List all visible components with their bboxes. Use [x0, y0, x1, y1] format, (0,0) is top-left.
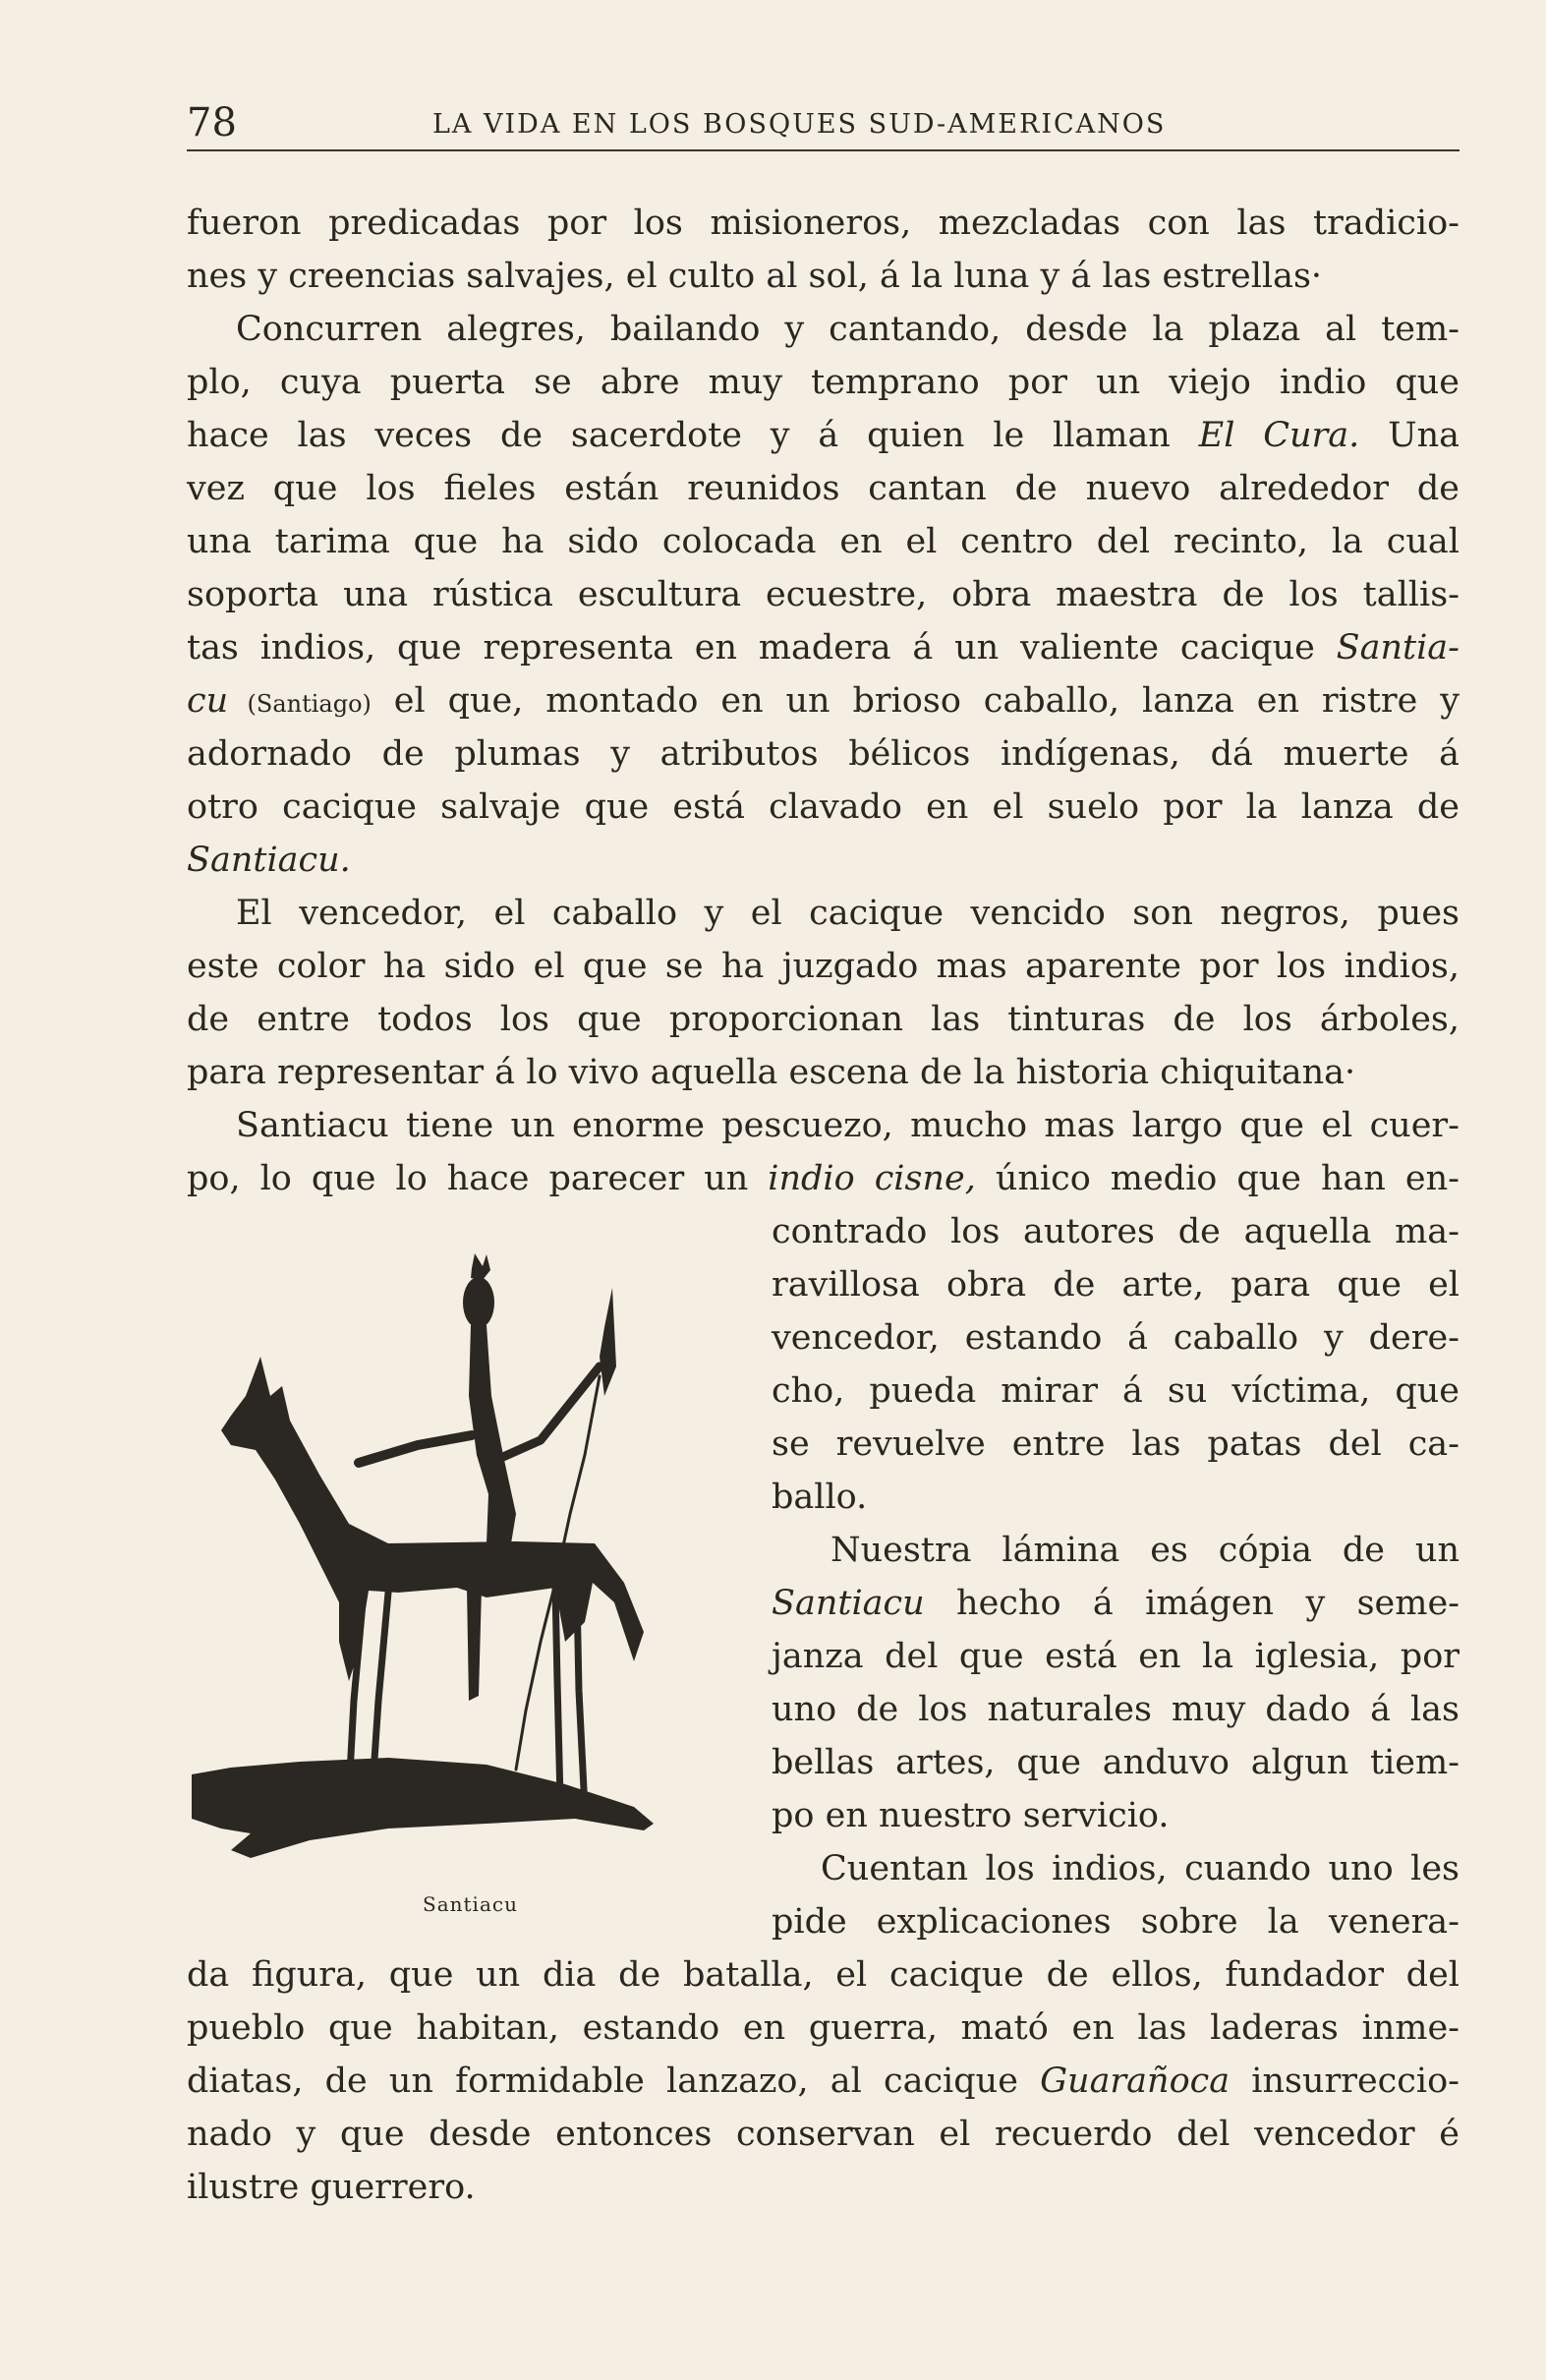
- text-run-small: (Santiago): [228, 690, 372, 718]
- text-line: [187, 356, 1460, 409]
- text-line: [236, 303, 1460, 356]
- text-run: po en nuestro servicio.: [772, 1796, 1170, 1835]
- text-line: [772, 1630, 1460, 1683]
- text-line: [187, 993, 1460, 1046]
- text-run: Santiacu tiene un enorme pescuezo, mucho mas largo que el cuer-: [236, 1106, 1460, 1145]
- text-line: [187, 1152, 1460, 1205]
- text-run: El vencedor, el caballo y el cacique vencido son negros, pues: [236, 894, 1460, 933]
- text-line: [187, 2002, 1460, 2055]
- header-rule: [187, 149, 1460, 151]
- text-line: [187, 834, 1460, 887]
- text-run-italic: El Cura.: [1198, 416, 1360, 455]
- text-run: ravillosa obra de arte, para que el: [772, 1265, 1460, 1305]
- santiacu-illustration: [192, 1248, 722, 1897]
- text-run: diatas, de un formidable lanzazo, al cacique: [187, 2061, 1041, 2101]
- running-head: LA VIDA EN LOS BOSQUES SUD-AMERICANOS: [432, 109, 1167, 140]
- text-line: [772, 1736, 1460, 1789]
- text-line: [772, 1895, 1460, 1948]
- text-line: [187, 727, 1460, 781]
- text-line: [772, 1311, 1460, 1364]
- text-line: [821, 1842, 1460, 1895]
- text-run: bellas artes, que anduvo algun tiem-: [772, 1743, 1460, 1782]
- text-run: pueblo que habitan, estando en guerra, mató en las laderas inme-: [187, 2008, 1460, 2048]
- text-run: plo, cuya puerta se abre muy temprano por un viejo indio que: [187, 363, 1460, 402]
- text-line: [772, 1789, 1460, 1842]
- text-run: ilustre guerrero.: [187, 2168, 476, 2207]
- text-line: [187, 250, 1460, 303]
- text-line: [772, 1577, 1460, 1630]
- text-run: da figura, que un dia de batalla, el cacique de ellos, fundador del: [187, 1955, 1460, 1995]
- text-run-italic: Santia-: [1336, 628, 1460, 668]
- page-header: [187, 98, 1460, 147]
- text-run: po, lo que lo hace parecer un: [187, 1159, 769, 1198]
- text-run: janza del que está en la iglesia, por: [772, 1637, 1460, 1676]
- text-run: se revuelve entre las patas del ca-: [772, 1424, 1460, 1464]
- text-run: Una: [1359, 416, 1460, 455]
- text-run: Nuestra lámina es cópia de un: [830, 1531, 1460, 1570]
- text-run-italic: Santiacu.: [187, 841, 351, 880]
- text-line: [236, 1099, 1460, 1152]
- text-run-italic: Santiacu: [772, 1584, 925, 1623]
- figure-caption: Santiacu: [423, 1892, 518, 1916]
- text-line: [187, 1046, 1460, 1099]
- text-line: [187, 1948, 1460, 2002]
- text-line: [772, 1364, 1460, 1418]
- text-line: [187, 515, 1460, 568]
- text-run: hecho á imágen y seme-: [924, 1584, 1460, 1623]
- text-run-italic: cu: [187, 681, 229, 721]
- text-line: [187, 2108, 1460, 2161]
- page-number: 78: [187, 100, 237, 145]
- text-line: [187, 568, 1460, 621]
- text-run: ballo.: [772, 1478, 868, 1517]
- text-line: [772, 1683, 1460, 1736]
- text-run: Cuentan los indios, cuando uno les: [821, 1849, 1460, 1888]
- text-line: [187, 197, 1460, 250]
- text-line: [187, 674, 1460, 727]
- text-run: una tarima que ha sido colocada en el centro del recinto, la cual: [187, 522, 1460, 561]
- text-line: [187, 781, 1460, 834]
- text-run: contrado los autores de aquella ma-: [772, 1212, 1460, 1251]
- text-line: [187, 621, 1460, 674]
- text-run: el que, montado en un brioso caballo, lanza en ristre y: [371, 681, 1460, 721]
- text-line: [772, 1471, 1460, 1524]
- text-run: uno de los naturales muy dado á las: [772, 1690, 1460, 1729]
- text-run: soporta una rústica escultura ecuestre, obra maestra de los tallis-: [187, 575, 1460, 614]
- text-line: [830, 1524, 1460, 1577]
- text-line: [772, 1205, 1460, 1258]
- text-line: [187, 940, 1460, 993]
- text-run-italic: indio cisne,: [768, 1159, 976, 1198]
- text-line: [187, 409, 1460, 462]
- text-run: tas indios, que representa en madera á un valiente cacique: [187, 628, 1337, 668]
- text-line: [236, 887, 1460, 940]
- text-run: adornado de plumas y atributos bélicos indígenas, dá muerte á: [187, 734, 1460, 774]
- text-run: Concurren alegres, bailando y cantando, desde la plaza al tem-: [236, 310, 1460, 349]
- text-line: [187, 2161, 1460, 2214]
- text-line: [187, 462, 1460, 515]
- text-run: cho, pueda mirar á su víctima, que: [772, 1371, 1460, 1411]
- text-run: de entre todos los que proporcionan las tinturas de los árboles,: [187, 1000, 1460, 1039]
- text-run: fueron predicadas por los misioneros, mezcladas con las tradicio-: [187, 203, 1460, 243]
- text-run: pide explicaciones sobre la venera-: [772, 1902, 1460, 1942]
- text-run: este color ha sido el que se ha juzgado mas aparente por los indios,: [187, 947, 1460, 986]
- text-run: nes y creencias salvajes, el culto al sol, á la luna y á las estrellas·: [187, 257, 1323, 296]
- text-run: nado y que desde entonces conservan el recuerdo del vencedor é: [187, 2115, 1460, 2154]
- text-line: [772, 1258, 1460, 1311]
- text-run: hace las veces de sacerdote y á quien le llaman: [187, 416, 1199, 455]
- text-run: otro cacique salvaje que está clavado en el suelo por la lanza de: [187, 787, 1460, 827]
- text-run: único medio que han en-: [975, 1159, 1460, 1198]
- text-run: insurreccio-: [1230, 2061, 1460, 2101]
- text-run: vencedor, estando á caballo y dere-: [772, 1318, 1460, 1358]
- text-run-italic: Guarañoca: [1040, 2061, 1231, 2101]
- text-line: [772, 1418, 1460, 1471]
- text-run: para representar á lo vivo aquella escena de la historia chiquitana·: [187, 1053, 1356, 1092]
- text-line: [187, 2055, 1460, 2108]
- text-run: vez que los fieles están reunidos cantan de nuevo alrededor de: [187, 469, 1460, 508]
